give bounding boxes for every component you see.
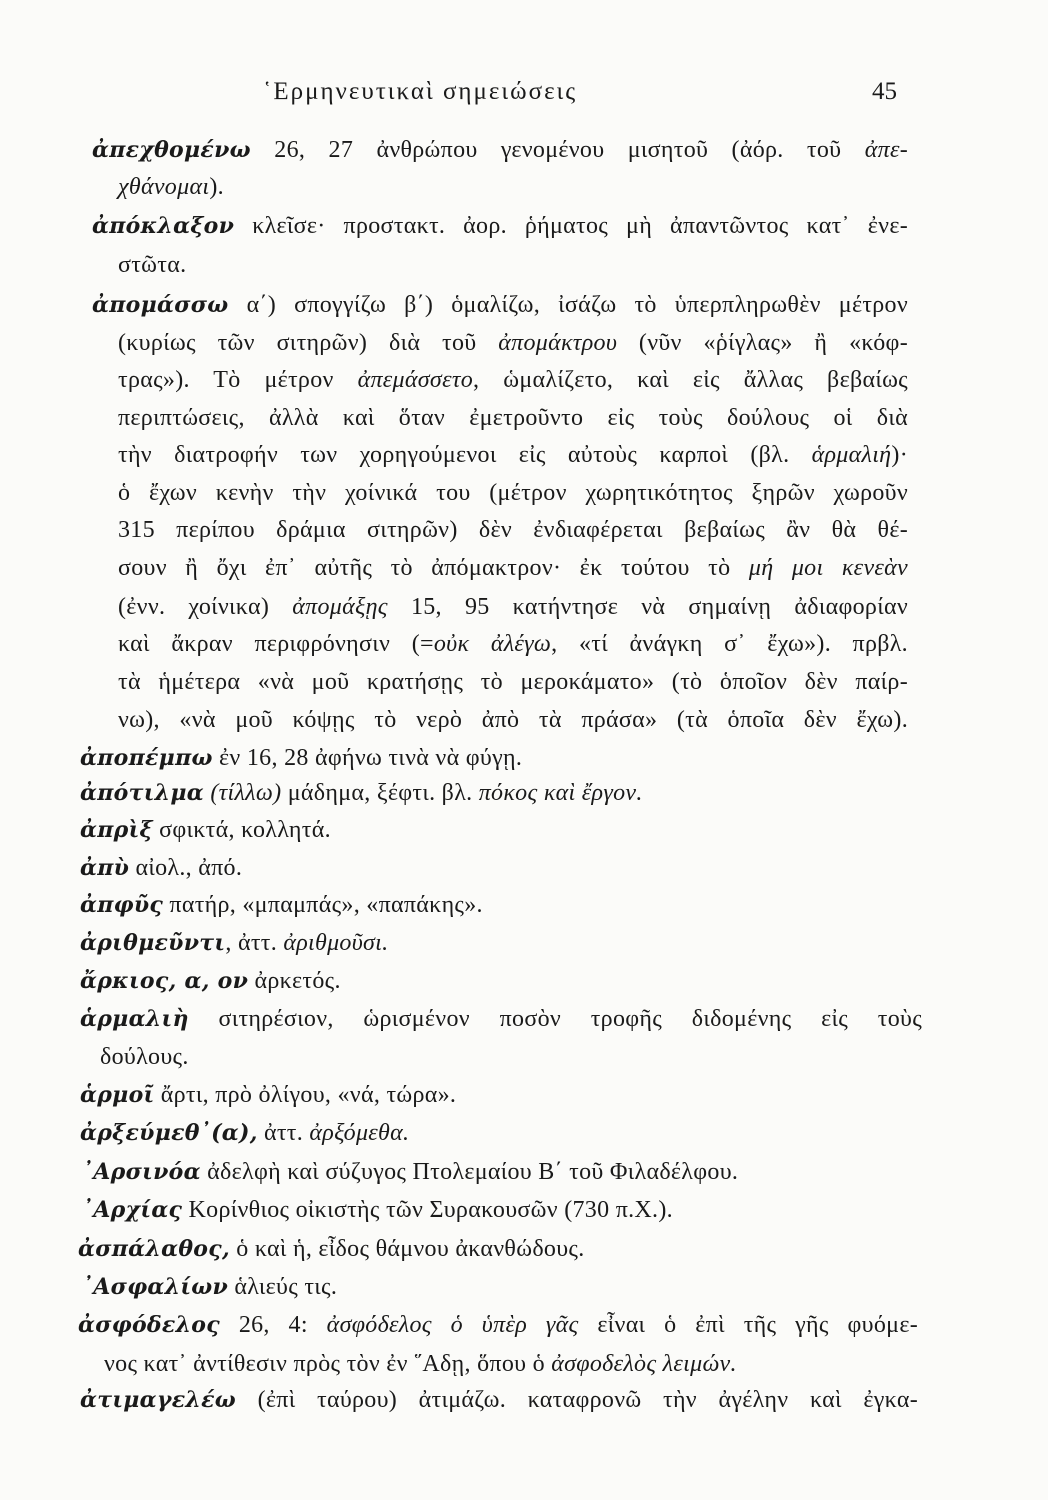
glossary-entry-line [80, 888, 483, 922]
definition-text: σιτηρέσιον, ὡρισμένον ποσὸν τροφῆς διδομένης εἰς τοὺς [188, 1006, 922, 1032]
definition-text: τὰ ἡμέτερα «νὰ μοῦ κρατήσῃς τὸ μεροκάματο» (τὸ ὁποῖον δὲν παίρ- [118, 669, 908, 695]
definition-text: νος κατ᾽ ἀντίθεσιν πρὸς τὸν ἐν ῞Αδῃ, ὅπου ὁ [104, 1351, 552, 1377]
glossary-continuation-line [118, 476, 908, 510]
headword: ἀπομάσσω [92, 292, 229, 318]
headword: ἀπὺ [80, 855, 130, 881]
glossary-continuation-line [118, 363, 908, 397]
definition-text: , ὡμαλίζετο, καὶ εἰς ἄλλας βεβαίως [473, 367, 908, 393]
glossary-continuation-line [118, 513, 908, 547]
italic-text: ἀπομάξῃς [292, 594, 388, 620]
headword: ἀποπέμπω [80, 745, 213, 771]
glossary-continuation-line [100, 1040, 189, 1074]
italic-text: ἀπε- [864, 137, 908, 163]
glossary-entry-line [80, 1078, 456, 1112]
definition-text: στῶτα. [118, 252, 187, 278]
headword: ἀπότιλμα [80, 780, 205, 806]
definition-text: ). [209, 174, 224, 200]
definition-text: ἀδελφὴ καὶ σύζυγος Πτολεμαίου Β΄ τοῦ Φιλαδέλφου. [200, 1159, 739, 1185]
italic-text: ἀριθμοῦσι. [283, 930, 389, 956]
definition-text: ἁλιεύς τις. [228, 1274, 338, 1300]
glossary-continuation-line [118, 665, 908, 699]
definition-text: σουν ἢ ὄχι ἐπ᾽ αὐτῆς τὸ ἀπόμακτρον· ἐκ τούτου τὸ [118, 555, 749, 581]
glossary-entry-line [80, 813, 331, 847]
glossary-entry-line [92, 209, 908, 243]
definition-text: τρας»). Τὸ μέτρον [118, 367, 358, 393]
glossary-entry-line [80, 1116, 409, 1150]
glossary-entry-line [80, 776, 643, 810]
definition-text: ὁ καὶ ἡ, εἶδος θάμνου ἀκανθώδους. [229, 1236, 585, 1262]
definition-text: εἶναι ὁ ἐπὶ τῆς γῆς φυόμε- [578, 1312, 918, 1338]
glossary-continuation-line [118, 703, 908, 737]
glossary-entry-line [80, 741, 522, 775]
glossary-entry-line [82, 1155, 738, 1189]
definition-text: ὁ ἔχων κενὴν τὴν χοίνικά του (μέτρον χωρητικότητος ξηρῶν χωροῦν [118, 480, 908, 506]
definition-text: (ἐνν. χοίνικα) [118, 594, 293, 620]
glossary-continuation-line [118, 401, 908, 435]
glossary-entry-line [80, 1002, 922, 1036]
definition-text: δούλους. [100, 1044, 189, 1070]
glossary-entry-line [78, 1308, 918, 1342]
italic-text: χθάνομαι [118, 174, 210, 200]
glossary-continuation-line [118, 551, 908, 585]
definition-text: αἰολ., ἀπό. [129, 855, 243, 881]
definition-text: τὴν διατροφήν των χορηγούμενοι εἰς αὐτοὺς καρποὶ (βλ. [118, 442, 812, 468]
definition-text: κλεῖσε· προστακτ. ἀορ. ῥήματος μὴ ἀπαντῶντος κατ᾽ ἐνε- [234, 213, 908, 239]
definition-text: (ἐπὶ ταύρου) ἀτιμάζω. καταφρονῶ τὴν ἀγέλην καὶ ἐγκα- [236, 1387, 918, 1413]
definition-text: α΄) σπογγίζω β΄) ὁμαλίζω, ἰσάζω τὸ ὑπερπληρωθὲν μέτρον [228, 292, 908, 318]
glossary-continuation-line [104, 1347, 737, 1381]
definition-text: καὶ ἄκραν περιφρόνησιν (= [118, 631, 434, 657]
headword: ἁρμαλιὴ [80, 1006, 189, 1032]
glossary-entry-line [80, 1383, 918, 1417]
definition-text: )· [891, 442, 908, 468]
definition-text: ἄρτι, πρὸ ὀλίγου, «νά, τώρα». [154, 1082, 457, 1108]
page-number: 45 [872, 78, 897, 105]
glossary-continuation-line [118, 326, 908, 360]
italic-text: μή μοι κενεὰν [748, 555, 908, 581]
definition-text: (νῦν «ῥίγλας» ἢ «κόφ- [617, 330, 908, 356]
italic-text: ἁρμαλιή [811, 442, 892, 468]
glossary-continuation-line [118, 248, 186, 282]
italic-text: ἀσφόδελος ὁ ὑπὲρ γᾶς [326, 1312, 579, 1338]
definition-text: 15, 95 κατήντησε νὰ σημαίνῃ ἀδιαφορίαν [387, 594, 908, 620]
italic-text: ἀπομάκτρου [498, 330, 618, 356]
definition-text: 26, 4: [219, 1312, 327, 1338]
headword: ἄρκιος, α, ον [80, 968, 249, 994]
headword: ἀτιμαγελέω [80, 1387, 237, 1413]
glossary-entry-line [82, 1270, 337, 1304]
headword: ἀσφόδελος [78, 1312, 220, 1338]
glossary-entry-line [80, 851, 242, 885]
headword: ἀπφῦς [80, 892, 164, 918]
glossary-continuation-line [118, 170, 224, 204]
definition-text: 315 περίπου δράμια σιτηρῶν) δὲν ἐνδιαφέρεται βεβαίως ἂν θὰ θέ- [118, 517, 908, 543]
definition-text: ἐν 16, 28 ἀφήνω τινὰ νὰ φύγῃ. [212, 745, 523, 771]
glossary-entry-line [80, 964, 341, 998]
running-header-title: ῾Ερμηνευτικαὶ σημειώσεις [263, 78, 578, 105]
headword: ᾽Αρσινόα [82, 1159, 201, 1185]
headword: ἀπρὶξ [80, 817, 153, 843]
glossary-entry-line [78, 1232, 585, 1266]
glossary-entry-line [82, 1193, 673, 1227]
italic-text: ἀπεμάσσετο [357, 367, 474, 393]
glossary-entry-line [80, 926, 388, 960]
definition-text: 26, 27 ἀνθρώπου γενομένου μισητοῦ (ἀόρ. τοῦ [250, 137, 865, 163]
glossary-entry-line [92, 288, 908, 322]
headword: ᾽Αρχίας [82, 1197, 183, 1223]
italic-text: ἀσφοδελὸς λειμών. [551, 1351, 737, 1377]
glossary-continuation-line [118, 627, 908, 661]
headword: ἀσπάλαθος, [78, 1236, 230, 1262]
glossary-entry-line [92, 133, 908, 167]
italic-text: ἀρξόμεθα. [309, 1120, 410, 1146]
headword: ᾽Ασφαλίων [82, 1274, 229, 1300]
definition-text: ἀττ. [257, 1120, 310, 1146]
definition-text: πατήρ, «μπαμπάς», «παπάκης». [163, 892, 483, 918]
italic-text: (τίλλω) [204, 780, 282, 806]
definition-text: , ἀττ. [225, 930, 284, 956]
headword: ἀπόκλαξον [92, 213, 235, 239]
definition-text: σφικτά, κολλητά. [152, 817, 331, 843]
headword: ἁρμοῖ [80, 1082, 155, 1108]
headword: ἀριθμεῦντι [80, 930, 226, 956]
definition-text: περιπτώσεις, ἀλλὰ καὶ ὅταν ἐμετροῦντο εἰς τοὺς δούλους οἱ διὰ [118, 405, 908, 431]
definition-text: νω), «νὰ μοῦ κόψῃς τὸ νερὸ ἀπὸ τὰ πράσα» (τὰ ὁποῖα δὲν ἔχω). [118, 707, 908, 733]
definition-text: ἀρκετός. [248, 968, 341, 994]
headword: ἀπεχθομένω [92, 137, 251, 163]
definition-text: μάδημα, ξέφτι. βλ. [281, 780, 479, 806]
glossary-continuation-line [118, 590, 908, 624]
definition-text: (κυρίως τῶν σιτηρῶν) διὰ τοῦ [118, 330, 499, 356]
headword: ἀρξεύμεθ᾽(α), [80, 1120, 258, 1146]
italic-text: οὐκ ἀλέγω [433, 631, 552, 657]
italic-text: πόκος καὶ ἔργον. [478, 780, 643, 806]
definition-text: Κορίνθιος οἰκιστὴς τῶν Συρακουσῶν (730 π.Χ.). [182, 1197, 673, 1223]
definition-text: , «τί ἀνάγκη σ᾽ ἔχω»). πρβλ. [551, 631, 908, 657]
glossary-continuation-line [118, 438, 908, 472]
